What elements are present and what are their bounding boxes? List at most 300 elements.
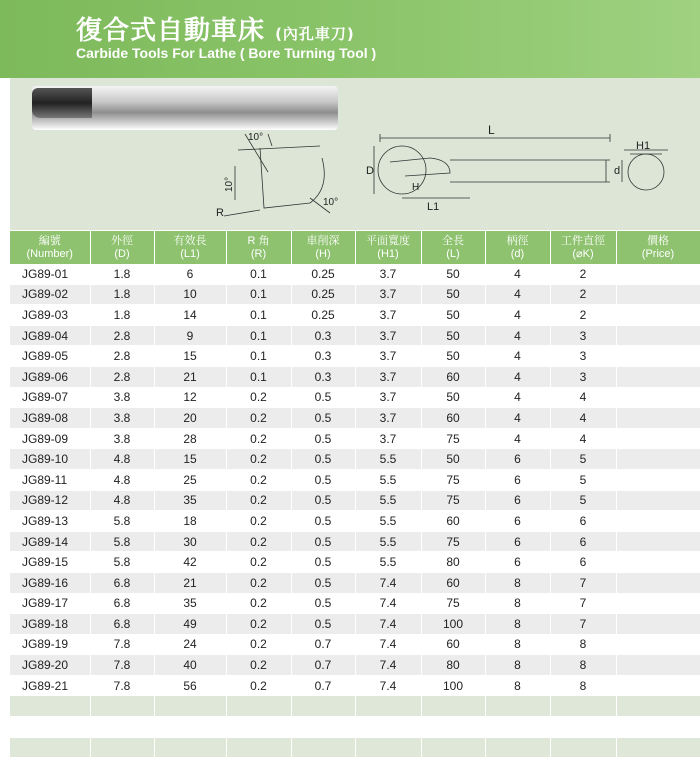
cell-L1: 6 xyxy=(154,264,226,284)
cell-D: 7.8 xyxy=(90,655,154,676)
cell-R: 0.2 xyxy=(226,469,291,490)
column-header xyxy=(550,231,616,264)
outer-diameter-label: D xyxy=(366,165,374,177)
empty-cell xyxy=(550,717,616,738)
empty-cell xyxy=(421,696,485,717)
cell-L1: 24 xyxy=(154,634,226,655)
cell-price xyxy=(616,675,700,696)
table-row xyxy=(10,469,700,490)
cell-num: JG89-03 xyxy=(10,305,90,326)
cell-L: 80 xyxy=(421,655,485,676)
title-zh-sub: (內孔車刀) xyxy=(275,25,355,43)
cell-L: 80 xyxy=(421,552,485,573)
cell-D: 3.8 xyxy=(90,387,154,408)
cell-L1: 35 xyxy=(154,593,226,614)
angle-bottom-label: 10° xyxy=(323,197,339,208)
cell-num: JG89-16 xyxy=(10,572,90,593)
cell-price xyxy=(616,284,700,305)
empty-cell xyxy=(485,717,550,738)
cell-L: 50 xyxy=(421,325,485,346)
cell-H1: 7.4 xyxy=(355,572,421,593)
table-row xyxy=(10,572,700,593)
cell-R: 0.2 xyxy=(226,655,291,676)
cell-L1: 30 xyxy=(154,531,226,552)
cell-L: 60 xyxy=(421,634,485,655)
column-header-en: (d) xyxy=(510,247,525,260)
empty-cell xyxy=(355,717,421,738)
empty-cell xyxy=(616,717,700,738)
cell-H1: 5.5 xyxy=(355,531,421,552)
cell-R: 0.2 xyxy=(226,675,291,696)
cell-R: 0.2 xyxy=(226,449,291,470)
cell-d: 6 xyxy=(485,531,550,552)
cell-D: 1.8 xyxy=(90,305,154,326)
cell-H1: 7.4 xyxy=(355,614,421,635)
cell-L: 50 xyxy=(421,387,485,408)
cell-H: 0.5 xyxy=(291,387,355,408)
cell-H1: 3.7 xyxy=(355,264,421,284)
empty-cell xyxy=(154,737,226,758)
cell-d: 4 xyxy=(485,284,550,305)
table-row xyxy=(10,387,700,408)
column-header-en: (⌀K) xyxy=(572,247,594,260)
cell-D: 3.8 xyxy=(90,428,154,449)
cell-R: 0.2 xyxy=(226,408,291,429)
cell-num: JG89-21 xyxy=(10,675,90,696)
cell-d: 4 xyxy=(485,428,550,449)
cell-L: 75 xyxy=(421,428,485,449)
cell-d: 8 xyxy=(485,655,550,676)
empty-cell xyxy=(154,696,226,717)
cell-num: JG89-09 xyxy=(10,428,90,449)
cell-L1: 14 xyxy=(154,305,226,326)
cell-K: 2 xyxy=(550,264,616,284)
cell-price xyxy=(616,366,700,387)
table-row xyxy=(10,408,700,429)
cell-L1: 18 xyxy=(154,511,226,532)
cell-num: JG89-11 xyxy=(10,469,90,490)
cell-R: 0.2 xyxy=(226,387,291,408)
column-header xyxy=(485,231,550,264)
cell-D: 7.8 xyxy=(90,634,154,655)
cell-D: 6.8 xyxy=(90,572,154,593)
column-header-zh: 編號 xyxy=(38,234,61,247)
table-row xyxy=(10,634,700,655)
cell-L: 50 xyxy=(421,305,485,326)
radius-label: R xyxy=(216,207,224,219)
cell-R: 0.1 xyxy=(226,305,291,326)
cell-R: 0.1 xyxy=(226,366,291,387)
cell-d: 6 xyxy=(485,511,550,532)
cell-H: 0.3 xyxy=(291,366,355,387)
cell-num: JG89-01 xyxy=(10,264,90,284)
shank-diameter-label: d xyxy=(614,165,621,177)
cell-D: 4.8 xyxy=(90,449,154,470)
table-row xyxy=(10,655,700,676)
cell-L1: 42 xyxy=(154,552,226,573)
cell-H: 0.25 xyxy=(291,264,355,284)
cell-H1: 3.7 xyxy=(355,325,421,346)
cell-H1: 7.4 xyxy=(355,675,421,696)
cut-depth-label: H xyxy=(412,182,420,193)
cell-price xyxy=(616,531,700,552)
cell-d: 6 xyxy=(485,469,550,490)
cell-d: 8 xyxy=(485,614,550,635)
cell-H1: 7.4 xyxy=(355,655,421,676)
empty-cell xyxy=(291,696,355,717)
cell-H1: 3.7 xyxy=(355,305,421,326)
cell-H: 0.5 xyxy=(291,449,355,470)
column-header-en: (H) xyxy=(315,247,331,260)
cell-d: 4 xyxy=(485,387,550,408)
cell-price xyxy=(616,325,700,346)
spec-table xyxy=(10,231,700,758)
cell-d: 4 xyxy=(485,366,550,387)
angle-left-label: 10° xyxy=(224,176,235,192)
cell-num: JG89-05 xyxy=(10,346,90,367)
cell-D: 4.8 xyxy=(90,469,154,490)
cell-K: 8 xyxy=(550,634,616,655)
cell-D: 6.8 xyxy=(90,593,154,614)
cell-H: 0.3 xyxy=(291,346,355,367)
cell-d: 8 xyxy=(485,593,550,614)
cell-D: 1.8 xyxy=(90,264,154,284)
empty-cell xyxy=(616,737,700,758)
cell-H: 0.5 xyxy=(291,469,355,490)
cell-K: 6 xyxy=(550,511,616,532)
cell-L1: 10 xyxy=(154,284,226,305)
cell-price xyxy=(616,449,700,470)
cell-H1: 5.5 xyxy=(355,490,421,511)
table-row xyxy=(10,428,700,449)
cell-num: JG89-08 xyxy=(10,408,90,429)
cell-D: 2.8 xyxy=(90,366,154,387)
angle-top-label: 10° xyxy=(248,132,264,143)
empty-cell xyxy=(10,717,90,738)
cell-H: 0.5 xyxy=(291,428,355,449)
flat-width-label: H1 xyxy=(636,140,651,152)
cell-K: 6 xyxy=(550,552,616,573)
table-row xyxy=(10,490,700,511)
cell-H: 0.5 xyxy=(291,552,355,573)
cell-R: 0.2 xyxy=(226,593,291,614)
cell-R: 0.2 xyxy=(226,490,291,511)
table-row xyxy=(10,614,700,635)
cell-H1: 7.4 xyxy=(355,593,421,614)
column-header-en: (L1) xyxy=(180,247,200,260)
cell-L: 50 xyxy=(421,346,485,367)
cell-R: 0.2 xyxy=(226,511,291,532)
table-row xyxy=(10,305,700,326)
cell-K: 5 xyxy=(550,449,616,470)
cell-num: JG89-02 xyxy=(10,284,90,305)
cell-D: 1.8 xyxy=(90,284,154,305)
cell-num: JG89-18 xyxy=(10,614,90,635)
column-header xyxy=(10,231,90,264)
cell-H: 0.5 xyxy=(291,490,355,511)
column-header-en: (L) xyxy=(446,247,460,260)
cell-D: 4.8 xyxy=(90,490,154,511)
empty-cell xyxy=(485,696,550,717)
cell-D: 6.8 xyxy=(90,614,154,635)
cell-num: JG89-17 xyxy=(10,593,90,614)
cell-R: 0.1 xyxy=(226,325,291,346)
column-header xyxy=(291,231,355,264)
column-header-zh: R 角 xyxy=(247,234,270,247)
cell-K: 8 xyxy=(550,675,616,696)
cell-H1: 5.5 xyxy=(355,469,421,490)
title-zh: 復合式自動車床 (內孔車刀) xyxy=(76,16,355,46)
cell-L1: 20 xyxy=(154,408,226,429)
empty-row xyxy=(10,737,700,758)
column-header-en: (Price) xyxy=(641,247,675,260)
column-header xyxy=(154,231,226,264)
cell-D: 2.8 xyxy=(90,325,154,346)
cell-R: 0.2 xyxy=(226,552,291,573)
illustration-panel xyxy=(10,78,700,230)
table-row xyxy=(10,346,700,367)
cell-d: 8 xyxy=(485,634,550,655)
cell-L: 100 xyxy=(421,614,485,635)
cell-H1: 7.4 xyxy=(355,634,421,655)
empty-cell xyxy=(616,696,700,717)
cell-d: 6 xyxy=(485,552,550,573)
cell-price xyxy=(616,655,700,676)
table-row xyxy=(10,284,700,305)
cell-H1: 5.5 xyxy=(355,449,421,470)
column-header xyxy=(616,231,700,264)
cell-price xyxy=(616,346,700,367)
table-row xyxy=(10,366,700,387)
column-header-zh: 平面寬度 xyxy=(366,234,410,247)
cell-K: 6 xyxy=(550,531,616,552)
empty-cell xyxy=(291,717,355,738)
cell-H: 0.5 xyxy=(291,511,355,532)
cell-num: JG89-13 xyxy=(10,511,90,532)
cell-H1: 3.7 xyxy=(355,346,421,367)
cell-K: 4 xyxy=(550,387,616,408)
cell-H1: 3.7 xyxy=(355,284,421,305)
cell-L: 50 xyxy=(421,264,485,284)
cell-H1: 3.7 xyxy=(355,408,421,429)
column-header xyxy=(90,231,154,264)
empty-cell xyxy=(226,696,291,717)
empty-cell xyxy=(550,737,616,758)
cell-H1: 3.7 xyxy=(355,387,421,408)
cell-R: 0.2 xyxy=(226,428,291,449)
column-header-zh: 外徑 xyxy=(111,234,133,247)
empty-cell xyxy=(90,737,154,758)
cell-K: 7 xyxy=(550,614,616,635)
cell-price xyxy=(616,264,700,284)
cell-R: 0.2 xyxy=(226,614,291,635)
empty-cell xyxy=(291,737,355,758)
column-header-en: (Number) xyxy=(26,247,73,260)
cell-D: 3.8 xyxy=(90,408,154,429)
cell-price xyxy=(616,428,700,449)
cell-L1: 25 xyxy=(154,469,226,490)
cell-H1: 3.7 xyxy=(355,428,421,449)
length-label: L xyxy=(488,123,495,137)
cell-H: 0.3 xyxy=(291,325,355,346)
cell-L1: 15 xyxy=(154,346,226,367)
cell-L1: 21 xyxy=(154,366,226,387)
column-header-en: (R) xyxy=(250,247,267,260)
cell-K: 3 xyxy=(550,346,616,367)
cell-num: JG89-10 xyxy=(10,449,90,470)
cell-num: JG89-20 xyxy=(10,655,90,676)
column-header-en: (D) xyxy=(114,247,130,260)
cell-d: 4 xyxy=(485,264,550,284)
cell-num: JG89-12 xyxy=(10,490,90,511)
table-row xyxy=(10,675,700,696)
cell-d: 8 xyxy=(485,675,550,696)
tip-detail-drawing xyxy=(224,134,330,216)
cell-price xyxy=(616,387,700,408)
cell-price xyxy=(616,593,700,614)
cell-L1: 21 xyxy=(154,572,226,593)
empty-cell xyxy=(550,696,616,717)
column-header-zh: 全長 xyxy=(442,234,464,247)
empty-row xyxy=(10,696,700,717)
cell-num: JG89-14 xyxy=(10,531,90,552)
cell-L: 75 xyxy=(421,531,485,552)
cell-d: 8 xyxy=(485,572,550,593)
cell-H1: 5.5 xyxy=(355,552,421,573)
cell-price xyxy=(616,552,700,573)
cell-L1: 49 xyxy=(154,614,226,635)
cell-L1: 28 xyxy=(154,428,226,449)
cell-L: 60 xyxy=(421,408,485,429)
cell-D: 5.8 xyxy=(90,531,154,552)
cell-R: 0.1 xyxy=(226,284,291,305)
cell-L1: 40 xyxy=(154,655,226,676)
table-row xyxy=(10,449,700,470)
page-header xyxy=(0,0,700,78)
column-header-zh: 價格 xyxy=(647,234,669,247)
cell-H: 0.5 xyxy=(291,572,355,593)
cell-price xyxy=(616,511,700,532)
cell-L1: 56 xyxy=(154,675,226,696)
cell-K: 7 xyxy=(550,572,616,593)
cell-price xyxy=(616,572,700,593)
column-header-zh: 車削深 xyxy=(306,234,340,247)
empty-row xyxy=(10,717,700,738)
column-header xyxy=(355,231,421,264)
empty-cell xyxy=(90,696,154,717)
cell-L: 60 xyxy=(421,572,485,593)
empty-cell xyxy=(485,737,550,758)
cell-H: 0.5 xyxy=(291,408,355,429)
column-header-zh: 有效長 xyxy=(173,234,207,247)
table-row xyxy=(10,264,700,284)
cell-K: 2 xyxy=(550,305,616,326)
cell-d: 6 xyxy=(485,490,550,511)
cell-K: 2 xyxy=(550,284,616,305)
cell-price xyxy=(616,305,700,326)
title-en: Carbide Tools For Lathe ( Bore Turning Tool ) xyxy=(76,45,377,61)
column-header xyxy=(226,231,291,264)
empty-cell xyxy=(355,737,421,758)
cell-L: 50 xyxy=(421,284,485,305)
cell-L: 60 xyxy=(421,366,485,387)
cell-D: 5.8 xyxy=(90,552,154,573)
table-row xyxy=(10,511,700,532)
cell-price xyxy=(616,634,700,655)
cell-D: 5.8 xyxy=(90,511,154,532)
cell-K: 7 xyxy=(550,593,616,614)
cell-H: 0.25 xyxy=(291,284,355,305)
table-header-row xyxy=(10,231,700,264)
cell-K: 4 xyxy=(550,428,616,449)
cell-d: 4 xyxy=(485,408,550,429)
cell-price xyxy=(616,408,700,429)
cell-K: 5 xyxy=(550,490,616,511)
effective-length-label: L1 xyxy=(427,201,440,213)
cell-d: 4 xyxy=(485,325,550,346)
cell-price xyxy=(616,469,700,490)
cell-H: 0.7 xyxy=(291,675,355,696)
cell-d: 6 xyxy=(485,449,550,470)
cell-L: 60 xyxy=(421,511,485,532)
table-row xyxy=(10,552,700,573)
end-view-drawing xyxy=(624,150,668,190)
cell-price xyxy=(616,614,700,635)
cell-num: JG89-04 xyxy=(10,325,90,346)
cell-K: 3 xyxy=(550,366,616,387)
cell-H: 0.7 xyxy=(291,634,355,655)
cell-K: 8 xyxy=(550,655,616,676)
column-header-zh: 工件直徑 xyxy=(561,234,605,247)
column-header xyxy=(421,231,485,264)
empty-cell xyxy=(226,717,291,738)
cell-H: 0.5 xyxy=(291,614,355,635)
column-header-en: (H1) xyxy=(377,247,399,260)
cell-num: JG89-07 xyxy=(10,387,90,408)
cell-L1: 12 xyxy=(154,387,226,408)
table-row xyxy=(10,531,700,552)
cell-R: 0.2 xyxy=(226,531,291,552)
cell-L: 75 xyxy=(421,490,485,511)
cell-price xyxy=(616,490,700,511)
cell-K: 3 xyxy=(550,325,616,346)
empty-cell xyxy=(10,696,90,717)
cell-R: 0.2 xyxy=(226,572,291,593)
cell-D: 2.8 xyxy=(90,346,154,367)
cell-d: 4 xyxy=(485,305,550,326)
table-row xyxy=(10,593,700,614)
table-row xyxy=(10,325,700,346)
cell-D: 7.8 xyxy=(90,675,154,696)
cell-H: 0.25 xyxy=(291,305,355,326)
cell-num: JG89-19 xyxy=(10,634,90,655)
cell-K: 5 xyxy=(550,469,616,490)
cell-K: 4 xyxy=(550,408,616,429)
cell-d: 4 xyxy=(485,346,550,367)
cell-H: 0.5 xyxy=(291,593,355,614)
cell-R: 0.2 xyxy=(226,634,291,655)
empty-cell xyxy=(90,717,154,738)
cell-R: 0.1 xyxy=(226,264,291,284)
cell-num: JG89-15 xyxy=(10,552,90,573)
empty-cell xyxy=(355,696,421,717)
cell-L1: 15 xyxy=(154,449,226,470)
cell-H1: 5.5 xyxy=(355,511,421,532)
column-header-zh: 柄徑 xyxy=(506,234,529,247)
cell-H: 0.7 xyxy=(291,655,355,676)
cell-H1: 3.7 xyxy=(355,366,421,387)
empty-cell xyxy=(10,737,90,758)
